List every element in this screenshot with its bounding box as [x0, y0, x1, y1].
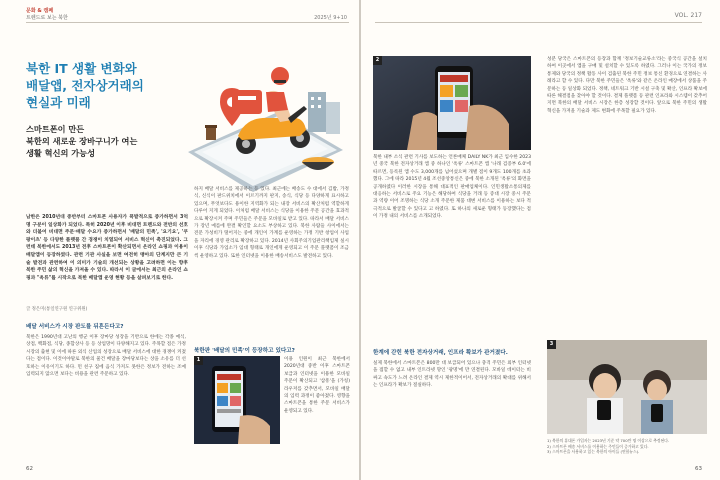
body-column-4: 성분 당국은 스마트폰의 등장과 함께 '정보기술교류소'라는 중국식 공간을 설치하여 이곳에서 앱을 구매 및 설치할 수 있도록 하였다. 그러나 이는 국가의 정보 통제와 당국의 정책 활동 사이 검출된 북한 주민 정보 통신 환경으로 연결하는 사례라고 할 수 있다. 다만 북한 주민들은 '옥류'와 같은 온라인 매장에서 상품을 주문하는 등 일상화 되었다. 정책, 네트워크 기반 시설 구축 및 확산, 인프라 확보에 따른 해결점을 찾아야 할 것이다. 결제 플랫폼 등 관련 인프라와 시스템이 갖추어지면 북한의 배달 서비스 시장은 한층 성장할 것이다. 앞으로 북한 주민의 생활 혁신을 가져올 기술과 제도 변화에 주목할 필요가 있다. — [547, 57, 707, 114]
page-number-left: 62 — [26, 466, 33, 472]
volume-label: VOL. 217 — [674, 12, 702, 19]
smartphone-photo — [194, 356, 280, 444]
article-subtitle — [26, 123, 176, 159]
subtitle-line: 북한의 새로운 장바구니가 여는 — [26, 136, 138, 146]
title-line: 현실과 미래 — [26, 95, 91, 110]
subtitle-line: 생활 혁신의 가능성 — [26, 148, 95, 158]
box-title: 북한판 '배달의 민족'이 등장하고 있다고? — [194, 348, 295, 354]
header-rule — [375, 22, 702, 23]
photo-1 — [194, 356, 280, 444]
body-column-1: 북한은 1990년대 고난의 행군 이후 장마당 성장을 기반으로 한에는 각종 예식, 상점, 백화점, 식당, 종합상사 등 등 상업망이 다양해지고 있다. 주목할 점은 가정 시장의 출현 및 이에 따른 외식 산업의 성장으로 배달 서비스에 대한 경쟁이 커졌다는 점이다. 이것이야말로 북한의 물건 배달을 장마당보다는 상을 소유를 더 선호하는 이유이기도 하다. 먼 친구 집에 음식 가져도 못한은 정보가 전하는 조예 입력되지 않으면 보다는 비용을 관련 주문하고 있다. — [26, 335, 186, 378]
section-tag-label: 문화 & 캠페 — [26, 8, 54, 14]
page-number-right: 63 — [695, 466, 702, 472]
body-column-2: 하지 배달 서비스를 제공하는 등 있다. 최근에는 배송도 수 대에서 김밥, 가정식, 신식이 판드위치에서 이르기까지 판지, 송식, 식당 등 다양하게 표시하고 있으며, 무엇보다도 용이한 지역화가 되는 내장 서비스의 확산처럼 역할하게 다루어 지게 되었다. 이처럼 배달 서비스는 식당을 이용한 주문 공간을 효과적으로 확장시켜 주며 주민들은 주문을 모바일로 받고 있다. 따라서 배달 서비스가 장년 예를에 완결 확인할 요소도 부상하고 있다. 북한 사람들 사이에서는 전문 가성비가 떨어지는 중에 개인이 가계를 운영하는 가정 기반 창업이 사업을 자리에 경영 관리로 확장하고 있다. 2014년 사회주의기업관리책임제 실시 이후 식당과 가업소가 임대 형태로 개인에게 운영되고 이 주문 플랫폼이 조금씩 운영하고 있다. 또한 인터넷을 이용한 배송서비스도 발전하고 있다. — [194, 187, 349, 259]
delivery-scooter-illustration — [168, 32, 353, 197]
photo-badge: 1 — [194, 356, 203, 365]
subtitle-line: 스마트폰이 만든 — [26, 124, 85, 134]
lead-paragraph: 남한은 2010년대 중반부터 스마트폰 사용자가 폭발적으로 증가하면서 3억명 구분이 일상화가 되었다. 특히 2020년 이후 비대면 트렌드와 전반의 선호와 더불어 비대면 주문·배달 수요가 증가하면서 '배달의 민족', '요기요', '쿠팡이츠' 등 다양한 플랫폼 간 경쟁이 치열되어 서비스 혁신이 촉진되었다. 그런데 북한에서도 2013년 전후 스마트폰이 확산되면서 온라인 쇼핑과 이용이 배달앱이 등장하였다. 관련 기관 사실을 보면 여전히 맹아의 단계지만 큰 기술 발전과 관련하여 이 의미가 기술의 개선되는 상황을 고려하면 이는 향후 북한 주민 삶의 혁신을 가져올 수 있다. 따라서 이 글에서는 최근의 온라인 쇼핑과 "옥류"를 시작으로 북한 배달앱 운영 현황 등을 살펴보기로 한다. — [26, 215, 188, 281]
body-column-3b: 실제 북한에서 스마트폰은 800만 대 보급되어 있으나 충격 주민은 외부 인터넷을 접할 수 없고 내부 인트라넷 망인 '광명'에 만 연결된다. 모바일 데이터는 비싸고 속도가 느려 온라인 결제 역시 제한적이어서, 전자상거래의 확대를 위해서는 인프라가 확보가 절실하다. — [373, 361, 531, 389]
title-line: 북한 IT 생활 변화와 — [26, 61, 137, 76]
footnote: 3) 스마트폰을 사용하고 있는 북한의 아이들 (연합뉴스). — [547, 449, 640, 455]
phone-in-hand-photo — [373, 56, 531, 150]
issue-label: 2025년 9+10 — [314, 15, 347, 21]
photo-3 — [547, 340, 707, 434]
body-column-3: 북한 내부 소식 관련 기사를 보도하는 언론매체 DAILY NK가 최근 입수한 2023년 중국 북한 전자상거래 앱 중 하나인 '옥류' 스마트폰 앱 '나래 검증부 6.0'에 따르면, 등록된 앱 수도 3,000개를 넘어섰으며 개별 점이 9개도 100개를 초과했다. 그에 따라 2015년 4월 조선중앙통신은 중에 북한 소개된 '옥류'의 화면을 공개하였다 이러한 시장을 통해 대표적인 판매업체이다. 인민생활소통의제를 대응하는 서비스로 주요 기능은 해당하여 식당을 거래 등 증대 시장 중시 주문과 역량 이어 조명하는 식당 소개 주문한 제품 대변 서비스를 이용하는 보다 적극적으로 발굴할 수 있다고 고 하였다. 또 하나의 새로운 형태가 등장했다는 점이 가정 내의 서비스를 소개되었다. — [373, 155, 531, 220]
food-bowl-icon — [302, 157, 334, 170]
children-with-phone-photo — [547, 340, 707, 434]
article-title — [26, 60, 176, 111]
title-block — [26, 60, 176, 159]
right-page — [361, 0, 720, 480]
section-heading-1: 배달 서비스가 시장 판도를 뒤흔든다고? — [26, 324, 124, 330]
section-sub-label: 트렌드로 보는 북한 — [26, 15, 68, 21]
section-tag — [26, 8, 68, 22]
box-side-text: 이용 인원이 최근 북한에서 2020년대 중반 이후 스마트폰 보급과 인터넷을 이용한 모바일 주문이 확산되고 '삼흥'을 (가칭) 라우저를 갖추면서, 모바일 배달의 입력 과정이 좋아졌다. 영향을 스마트폰을 통한 주문 서비스가 운영되고 있다. — [284, 357, 350, 414]
byline: 글 정은미(통일연구원 연구위원) — [26, 307, 88, 312]
photo-badge: 2 — [373, 56, 382, 65]
title-line: 배달앱, 전자상거래의 — [26, 78, 144, 93]
photo-badge: 3 — [547, 340, 556, 349]
photo-2 — [373, 56, 531, 150]
buildings-illustration — [308, 92, 340, 134]
footnote: 1) 북한의 휴대폰 가입자는 2023년 기준 약 700만 명 이상으로 추정된다. — [547, 438, 670, 443]
left-page — [0, 0, 359, 480]
footnote: 2) 스마트폰 배송 서비스를 이용하는 주민들이 증가하고 있다. — [547, 443, 649, 449]
footnotes — [547, 438, 707, 455]
section-heading-2: 한계에 갇힌 북한 전자상거래, 인프라 확보가 관거졌다. — [373, 350, 508, 356]
header-rule — [26, 22, 349, 23]
coffee-cup-icon — [205, 125, 217, 140]
